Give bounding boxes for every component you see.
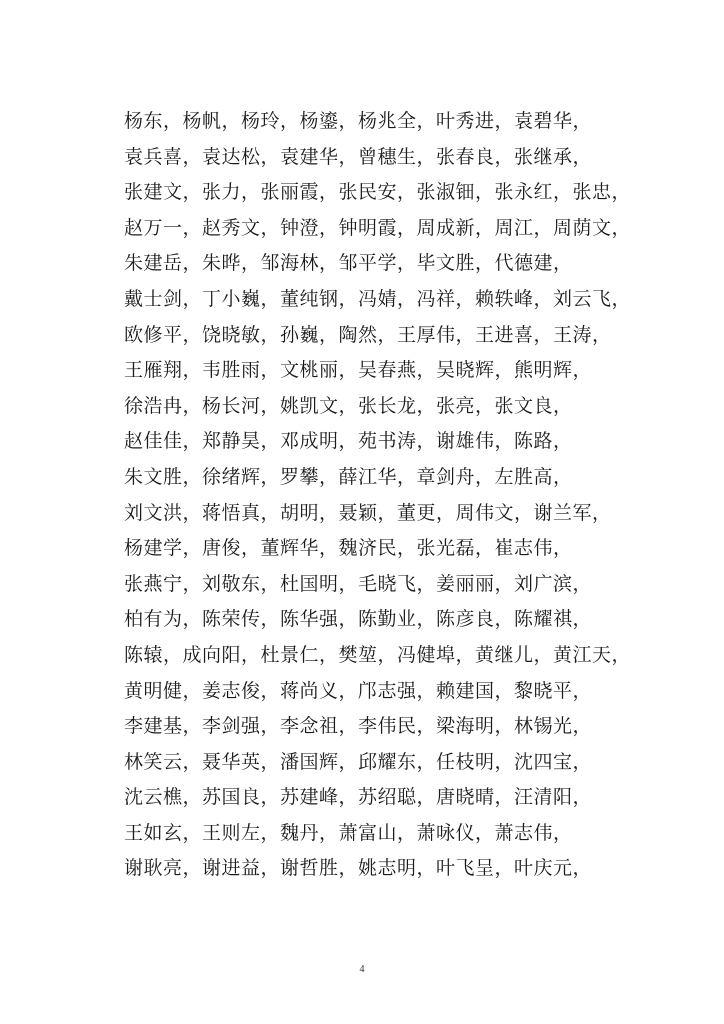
- name-list-line-5: 朱建岳，朱晔，邹海林，邹平学，毕文胜，代德建，: [124, 252, 573, 275]
- name-list-line-6: 戴士剑，丁小巍，董纯钢，冯婧，冯祥，赖轶峰，刘云飞，: [124, 287, 632, 310]
- name-list-line-9: 徐浩冉，杨长河，姚凯文，张长龙，张亮，张文良，: [124, 394, 573, 417]
- name-list-line-13: 杨建学，唐俊，董辉华，魏济民，张光磊，崔志伟，: [124, 537, 573, 560]
- name-list-line-22: 谢耿亮，谢进益，谢哲胜，姚志明，叶飞呈，叶庆元，: [124, 857, 593, 880]
- name-list-line-10: 赵佳佳，郑静昊，邓成明，苑书涛，谢雄伟，陈路，: [124, 430, 573, 453]
- name-list-line-4: 赵万一，赵秀文，钟澄，钟明霞，周成新，周江，周荫文，: [124, 216, 632, 239]
- name-list-line-3: 张建文，张力，张丽霞，张民安，张淑钿，张永红，张忠，: [124, 181, 632, 204]
- name-list: [124, 104, 684, 887]
- name-list-line-2: 袁兵喜，袁达松，袁建华，曾穗生，张春良，张继承，: [124, 145, 593, 168]
- name-list-line-16: 陈辕，成向阳，杜景仁，樊堃，冯健埠，黄继儿，黄江天，: [124, 643, 632, 666]
- name-list-line-19: 林笑云，聂华英，潘国辉，邱耀东，任枝明，沈四宝，: [124, 750, 593, 773]
- name-list-line-14: 张燕宁，刘敬东，杜国明，毛晓飞，姜丽丽，刘广滨，: [124, 572, 593, 595]
- name-list-line-7: 欧修平，饶晓敏，孙巍，陶然，王厚伟，王进喜，王涛，: [124, 323, 612, 346]
- name-list-line-17: 黄明健，姜志俊，蒋尚义，邝志强，赖建国，黎晓平，: [124, 679, 593, 702]
- name-list-line-18: 李建基，李剑强，李念祖，李伟民，梁海明，林锡光，: [124, 715, 593, 738]
- name-list-line-1: 杨东，杨帆，杨玲，杨鎏，杨兆全，叶秀进，袁碧华，: [124, 110, 593, 132]
- name-list-line-15: 柏有为，陈荣传，陈华强，陈勤业，陈彦良，陈耀祺，: [124, 608, 593, 631]
- page-number: 4: [359, 964, 365, 975]
- name-list-line-12: 刘文洪，蒋悟真，胡明，聂颖，董更，周伟文，谢兰军，: [124, 501, 612, 524]
- name-list-line-20: 沈云樵，苏国良，苏建峰，苏绍聪，唐晓晴，汪清阳，: [124, 786, 593, 809]
- name-list-line-21: 王如玄，王则左，魏丹，萧富山，萧咏仪，萧志伟，: [124, 821, 573, 844]
- name-list-line-8: 王雁翔，韦胜雨，文桃丽，吴春燕，吴晓辉，熊明辉，: [124, 359, 593, 382]
- name-list-line-11: 朱文胜，徐绪辉，罗攀，薛江华，章剑舟，左胜高，: [124, 465, 573, 488]
